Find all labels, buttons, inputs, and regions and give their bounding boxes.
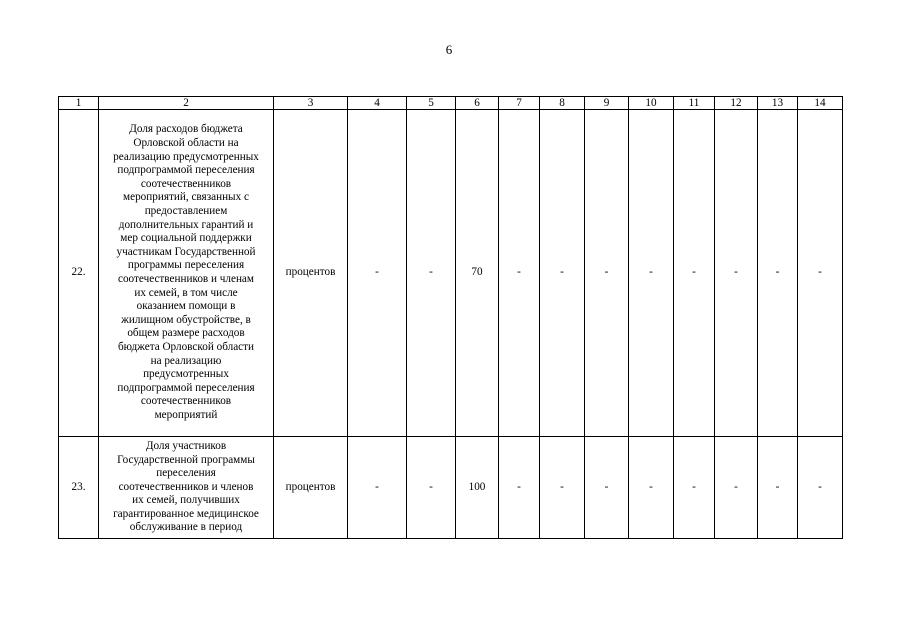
indicators-table — [58, 96, 843, 539]
value-cell: - — [798, 437, 843, 539]
value-cell: - — [798, 110, 843, 437]
value-cell: - — [674, 437, 715, 539]
description-line: гарантированное медицинское — [113, 507, 259, 520]
unit-cell: процентов — [274, 437, 348, 539]
description-line: мер социальной поддержки — [120, 232, 252, 245]
description-line: переселения — [156, 467, 216, 480]
description-line: соотечественников — [140, 177, 232, 190]
description-line: мероприятий — [154, 408, 218, 421]
value-cell: - — [715, 437, 758, 539]
description-line: участникам Государственной — [116, 245, 256, 258]
description-line: Доля участников — [145, 439, 227, 452]
description-line: Орловской области на — [133, 137, 239, 150]
description-line: обслуживание в период — [129, 521, 243, 534]
value-cell: - — [674, 110, 715, 437]
column-header: 14 — [798, 97, 843, 110]
description-line: мероприятий, связанных с — [123, 191, 249, 204]
column-header: 11 — [674, 97, 715, 110]
unit-cell: процентов — [274, 110, 348, 437]
table-header-row — [59, 97, 843, 110]
description-line: соотечественников — [140, 395, 232, 408]
column-header: 6 — [456, 97, 499, 110]
value-cell: - — [585, 110, 629, 437]
column-header: 13 — [758, 97, 798, 110]
value-cell: - — [499, 110, 540, 437]
column-header: 9 — [585, 97, 629, 110]
value-cell: - — [407, 110, 456, 437]
description-line: Доля расходов бюджета — [129, 123, 243, 136]
column-header: 8 — [540, 97, 585, 110]
value-cell: - — [629, 110, 674, 437]
indicator-description — [99, 110, 274, 437]
table-row — [59, 110, 843, 437]
column-header: 5 — [407, 97, 456, 110]
value-cell: - — [540, 437, 585, 539]
description-line: бюджета Орловской области — [117, 340, 255, 353]
table-row — [59, 437, 843, 539]
description-line: реализацию предусмотренных — [113, 150, 259, 163]
value-cell: 100 — [456, 437, 499, 539]
value-cell: - — [348, 110, 407, 437]
indicator-description — [99, 437, 274, 539]
description-line: на реализацию — [150, 354, 222, 367]
description-line: оказанием помощи в — [136, 300, 236, 313]
column-header: 4 — [348, 97, 407, 110]
column-header: 7 — [499, 97, 540, 110]
value-cell: - — [348, 437, 407, 539]
description-line: соотечественников и членам — [118, 273, 254, 285]
description-line: подпрограммой переселения — [117, 164, 255, 177]
value-cell: - — [585, 437, 629, 539]
row-number: 22. — [59, 110, 99, 437]
description-line: подпрограммой переселения — [117, 381, 255, 394]
description-line: дополнительных гарантий и — [118, 218, 254, 231]
page-number: 6 — [445, 42, 453, 57]
description-line: их семей, в том числе — [134, 286, 238, 299]
value-cell: - — [540, 110, 585, 437]
value-cell: - — [758, 437, 798, 539]
value-cell: - — [715, 110, 758, 437]
column-header: 1 — [59, 97, 99, 110]
description-line: предусмотренных — [143, 368, 229, 381]
value-cell: - — [629, 437, 674, 539]
column-header: 12 — [715, 97, 758, 110]
value-cell: - — [499, 437, 540, 539]
description-line: предоставлением — [144, 205, 228, 218]
description-line: их семей, получивших — [132, 494, 240, 507]
description-line: жилищном обустройстве, в — [121, 313, 251, 326]
column-header: 3 — [274, 97, 348, 110]
value-cell: - — [758, 110, 798, 437]
description-line: программы переселения — [127, 259, 245, 272]
column-header: 2 — [99, 97, 274, 110]
description-line: соотечественников и членов — [118, 480, 254, 493]
value-cell: - — [407, 437, 456, 539]
value-cell: 70 — [456, 110, 499, 437]
column-header: 10 — [629, 97, 674, 110]
description-line: общем размере расходов — [127, 327, 245, 340]
description-line: Государственной программы — [117, 453, 255, 466]
row-number: 23. — [59, 437, 99, 539]
